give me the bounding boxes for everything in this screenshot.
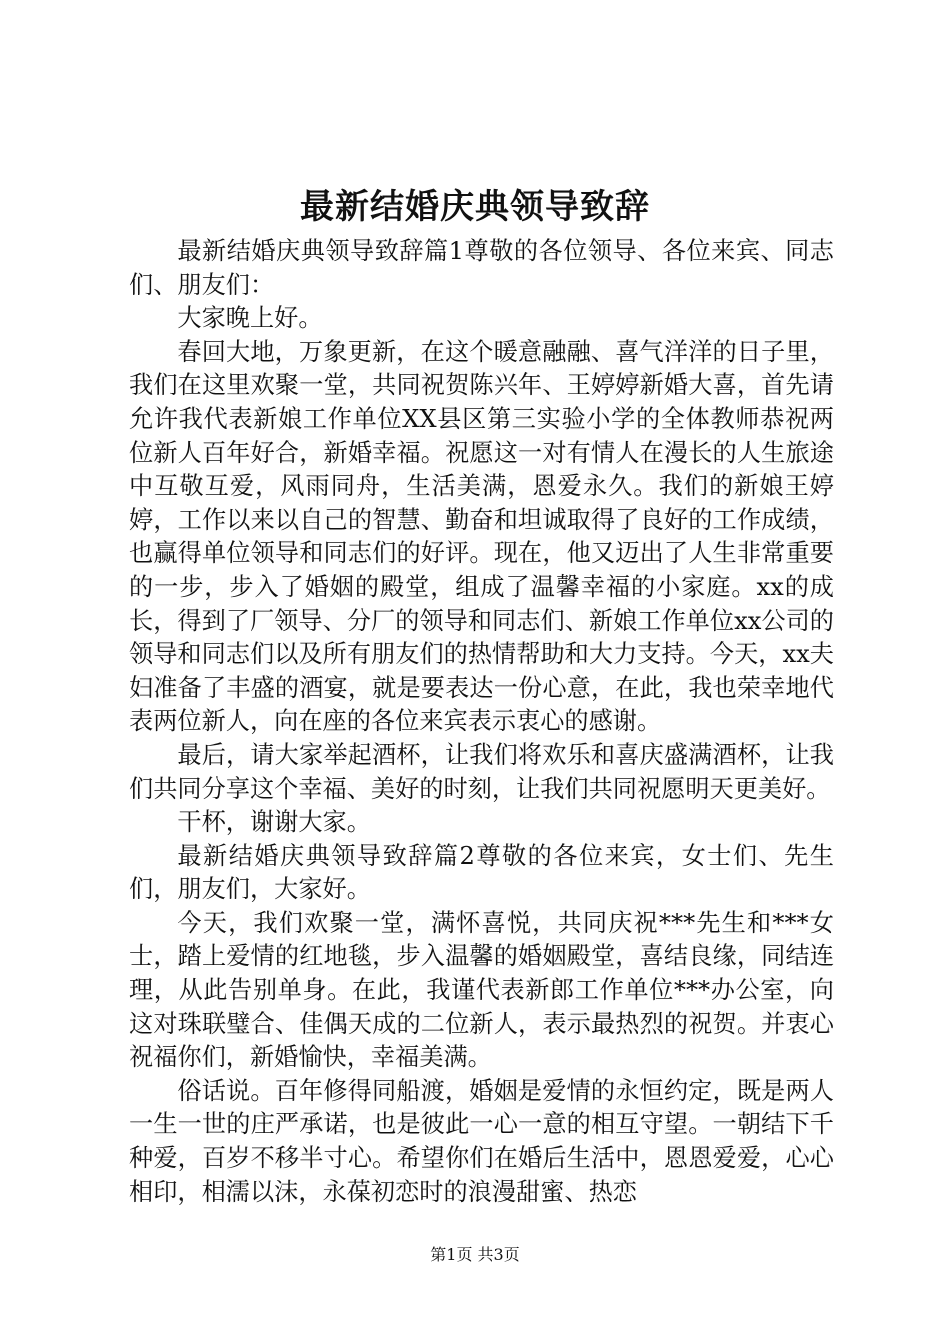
paragraph: 最后，请大家举起酒杯，让我们将欢乐和喜庆盛满酒杯，让我们共同分享这个幸福、美好的时刻，让我们共同祝愿明天更美好。 [129,740,834,803]
page-footer: 第1页 共3页 [430,1245,520,1264]
paragraph: 今天，我们欢聚一堂，满怀喜悦，共同庆祝***先生和***女士，踏上爱情的红地毯，步入温馨的婚姻殿堂，喜结良缘，同结连理，从此告别单身。在此，我谨代表新郎工作单位***办公室，向这对珠联璧合、佳偶天成的二位新人，表示最热烈的祝贺。并衷心祝福你们，新婚愉快，幸福美满。 [129,908,834,1072]
document-body [129,235,834,1209]
paragraph: 干杯，谢谢大家。 [177,808,371,837]
paragraph: 大家晚上好。 [177,304,323,333]
paragraph: 最新结婚庆典领导致辞篇1尊敬的各位领导、各位来宾、同志们、朋友们： [129,237,834,299]
document-title: 最新结婚庆典领导致辞 [300,187,650,227]
paragraph: 俗话说。百年修得同船渡，婚姻是爱情的永恒约定，既是两人一生一世的庄严承诺，也是彼此一心一意的相互守望。一朝结下千种爱，百岁不移半寸心。希望你们在婚后生活中，恩恩爱爱，心心相印，相濡以沫，永葆初恋时的浪漫甜蜜、热恋 [129,1076,834,1206]
paragraph: 春回大地，万象更新，在这个暖意融融、喜气洋洋的日子里，我们在这里欢聚一堂，共同祝贺陈兴年、王婷婷新婚大喜，首先请允许我代表新娘工作单位XX县区第三实验小学的全体教师恭祝两位新人百年好合，新婚幸福。祝愿这一对有情人在漫长的人生旅途中互敬互爱，风雨同舟，生活美满，恩爱永久。我们的新娘王婷婷，工作以来以自己的智慧、勤奋和坦诚取得了良好的工作成绩，也赢得单位领导和同志们的好评。现在，他又迈出了人生非常重要的一步，步入了婚姻的殿堂，组成了温馨幸福的小家庭。xx的成长，得到了厂领导、分厂的领导和同志们、新娘工作单位xx公司的领导和同志们以及所有朋友们的热情帮助和大力支持。今天，xx夫妇准备了丰盛的酒宴，就是要表达一份心意，在此，我也荣幸地代表两位新人，向在座的各位来宾表示衷心的感谢。 [129,337,834,736]
paragraph: 最新结婚庆典领导致辞篇2尊敬的各位来宾，女士们、先生们，朋友们，大家好。 [129,841,834,904]
